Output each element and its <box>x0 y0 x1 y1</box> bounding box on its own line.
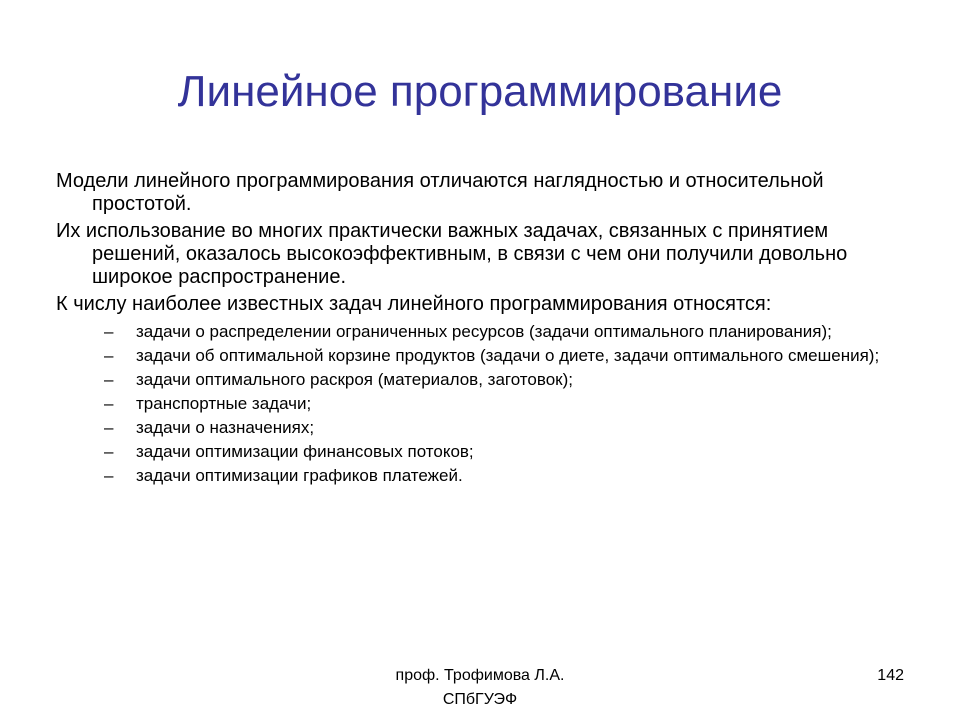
dash-marker: – <box>104 346 114 365</box>
footer-author <box>330 664 630 712</box>
paragraph-1: Модели линейного программирования отличаются наглядностью и относительной простотой. <box>56 170 824 215</box>
list-item-text: транспортные задачи; <box>136 394 312 413</box>
list-item <box>56 346 886 366</box>
dash-marker: – <box>104 394 114 413</box>
list-item-text: задачи оптимального раскроя (материалов, заготовок); <box>136 370 573 389</box>
slide-body <box>56 170 886 490</box>
paragraph-3: К числу наиболее известных задач линейного программирования относятся: <box>56 293 772 315</box>
list-item-text: задачи о назначениях; <box>136 418 315 437</box>
dash-marker: – <box>104 466 114 485</box>
dash-marker: – <box>104 370 114 389</box>
list-item-text: задачи оптимизации графиков платежей. <box>136 466 463 485</box>
task-list <box>56 322 886 486</box>
paragraph-2: Их использование во многих практически важных задачах, связанных с принятием решений, оказалось высокоэффективным, в связи с чем они получили довольно широкое распространение. <box>56 220 848 288</box>
slide-title: Линейное программирование <box>177 67 783 116</box>
list-item <box>56 442 886 462</box>
author-name: проф. Трофимова Л.А. <box>395 667 565 684</box>
institution-name: СПбГУЭФ <box>442 691 518 708</box>
list-item <box>56 466 886 486</box>
list-item-text: задачи о распределении ограниченных ресурсов (задачи оптимального планирования); <box>136 322 832 341</box>
dash-marker: – <box>104 418 114 437</box>
page-number: 142 <box>877 667 904 684</box>
list-item-text: задачи об оптимальной корзине продуктов (задачи о диете, задачи оптимального смешения); <box>136 346 880 365</box>
list-item <box>56 418 886 438</box>
list-item <box>56 394 886 414</box>
dash-marker: – <box>104 442 114 461</box>
list-item <box>56 370 886 390</box>
list-item-text: задачи оптимизации финансовых потоков; <box>136 442 474 461</box>
list-item <box>56 322 886 342</box>
dash-marker: – <box>104 322 114 341</box>
